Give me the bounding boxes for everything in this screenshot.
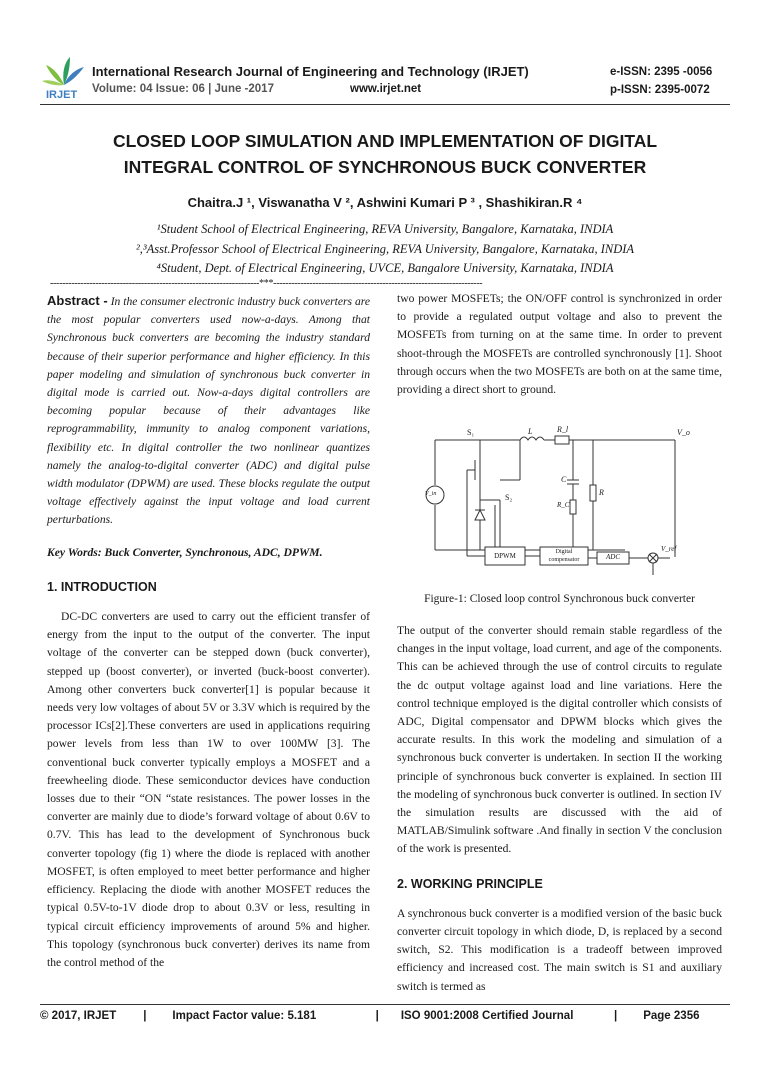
rl-resistor-symbol bbox=[555, 436, 569, 444]
logo-leaves-icon bbox=[42, 57, 84, 85]
label-adc: ADC bbox=[606, 553, 620, 561]
section-2-heading: 2. WORKING PRINCIPLE bbox=[397, 876, 543, 891]
section-1-heading: 1. INTRODUCTION bbox=[47, 579, 157, 594]
label-vo: V_o bbox=[677, 428, 690, 437]
footer-page-number: Page 2356 bbox=[643, 1010, 700, 1022]
keywords-label: Key Words: bbox=[47, 545, 102, 559]
affiliation-1: ¹Student School of Electrical Engineering, REVA University, Bangalore, Karnataka, INDIA bbox=[156, 222, 614, 236]
footer-separator: | bbox=[614, 1010, 618, 1022]
inductor-symbol bbox=[520, 437, 544, 440]
label-c: C bbox=[561, 475, 567, 484]
footer-iso: ISO 9001:2008 Certified Journal bbox=[400, 1010, 574, 1022]
label-s1: S₁ bbox=[467, 428, 475, 437]
page-footer bbox=[40, 1010, 730, 1022]
label-compensator-line1: Digital bbox=[555, 549, 573, 555]
abstract-label: Abstract - bbox=[47, 293, 108, 308]
journal-name: International Research Journal of Engineering and Technology (IRJET) bbox=[92, 64, 529, 79]
section-2-text: A synchronous buck converter is a modified version of the basic buck converter circuit topology in which diode, D, is replaced by a second switch, S2. This modification is a tradeoff between improved efficiency and increased cost. The main switch is S1 and auxiliary switch is termed as bbox=[397, 906, 722, 993]
figure-caption: Figure-1: Closed loop control Synchronous buck converter bbox=[424, 593, 695, 605]
footer-impact-factor: Impact Factor value: 5.181 bbox=[172, 1010, 317, 1022]
title-line-2: INTEGRAL CONTROL OF SYNCHRONOUS BUCK CONVERTER bbox=[123, 157, 647, 177]
affiliation-3: ⁴Student, Dept. of Electrical Engineering, UVCE, Bangalore University, Karnataka, INDIA bbox=[156, 261, 614, 275]
separator-line: ---------------------------------------------------------------------***--------------------------------------------------------------------- bbox=[50, 278, 483, 289]
load-resistor-symbol bbox=[590, 485, 596, 501]
label-vin: V_in bbox=[425, 491, 437, 497]
affiliation-2: ²,³Asst.Professor School of Electrical Engineering, REVA University, Bangalore, Karnataka, INDIA bbox=[135, 242, 635, 256]
footer-separator: | bbox=[375, 1010, 379, 1022]
label-compensator-line2: compensator bbox=[548, 557, 580, 563]
label-compensator bbox=[540, 548, 588, 564]
label-rl: R_l bbox=[557, 425, 569, 434]
right-column-top bbox=[397, 290, 722, 399]
keywords-text: Buck Converter, Synchronous, ADC, DPWM. bbox=[104, 545, 323, 559]
eissn: e-ISSN: 2395 -0056 bbox=[610, 66, 713, 78]
pissn: p-ISSN: 2395-0072 bbox=[610, 84, 710, 96]
label-s2: S₂ bbox=[505, 493, 513, 502]
header-divider bbox=[40, 104, 730, 105]
section-1-text: DC-DC converters are used to carry out the efficient transfer of energy from the input to the output of the converter. The input voltage of the converter can be stepped down (buck converter), stepped up (boost converter), or inverted (buck-boost converter). Among other converters buck converter[1] is popular because it needs very low voltages of about 5V or 3.3V which is required by the processor ICs[2].These converters are used in applications requiring power levels from less than 1W to over 100MW [3]. The conventional buck converter typically employs a MOSFET and a freewheeling diode. These semiconductor devices have conduction losses due to their “ON “state resistances. The power losses in the converter are mainly due to diode’s forward voltage of about 0.6V to 0.7V. This has lead to the development of Synchronous buck converter topology (fig 1) where the diode is replaced with another MOSFET, is often employed to meet better performance and higher efficiency. Replacing the diode with another MOSFET reduces the typical 0.5V-to-1V diode drop to about 0.3V or less, resulting in typical circuit efficiency improvements of around 5% and higher. This topology (synchronous buck converter) derives its name from the control method of the bbox=[47, 610, 370, 969]
volume-issue: Volume: 04 Issue: 06 | June -2017 bbox=[92, 83, 274, 95]
footer-copyright: © 2017, IRJET bbox=[40, 1010, 117, 1022]
abstract-text: In the consumer electronic industry buck converters are the most popular converters used now-a-days. Among that Synchronous buck converters are becoming the industry standard because of their superior performance and higher efficiency. In this paper modeling and simulation of synchronous buck converter in digital mode is carried out. Now-a-days digital controllers are becoming popular because of their advantages like reprogrammability, immunity to analog component variations, flexibility etc. In digital controller the two nonlinear quantizes namely the analog-to-digital converter (ADC) and digital pulse width modulator (DPWM) are used. These blocks regulate the output voltage effectively against the input voltage and load current perturbations. bbox=[47, 295, 370, 527]
footer-divider bbox=[40, 1004, 730, 1005]
label-l: L bbox=[528, 427, 533, 436]
journal-logo bbox=[40, 55, 88, 101]
label-vref: V_ref bbox=[661, 545, 677, 553]
footer-separator: | bbox=[143, 1010, 147, 1022]
keywords bbox=[47, 544, 370, 562]
right-column-paragraph-1: two power MOSFETs; the ON/OFF control is synchronized in order to provide a regulated output voltage and also to prevent the MOSFETs from turning on at the same time. In order to prevent shoot-through the MOSFETs are controlled synchronously [1]. Shoot through occurs when the two MOSFETs are both on at the same time, providing a direct short to ground. bbox=[397, 292, 722, 397]
left-column bbox=[47, 292, 370, 972]
label-dpwm: DPWM bbox=[494, 552, 516, 560]
rc-resistor-symbol bbox=[570, 500, 576, 514]
title-line-1: CLOSED LOOP SIMULATION AND IMPLEMENTATION OF DIGITAL bbox=[112, 131, 658, 151]
abstract bbox=[47, 292, 370, 530]
right-column-paragraph-2: The output of the converter should remain stable regardless of the changes in the input voltage, load current, and age of the components. This can be achieved through the use of control circuits to regulate the dc output voltage against load and line variations. Here the control technique employed is the digital controller which consists of ADC, Digital compensator and DPWM blocks which gives the accurate results. In this work the modeling and simulation of a synchronous buck converter is undertaken. In section II the working principle of synchronous buck converter is explained. In section III the modeling of synchronous buck converter is outlined. In section IV the simulation results are discussed with the aid of MATLAB/Simulink software .And finally in section V the conclusion of the work is presented. bbox=[397, 624, 722, 856]
body-diode-symbol bbox=[475, 510, 485, 520]
journal-website: www.irjet.net bbox=[350, 83, 422, 95]
logo-text: IRJET bbox=[46, 89, 78, 101]
label-r: R bbox=[599, 488, 604, 497]
circuit-figure bbox=[425, 425, 710, 585]
label-rc: R_C bbox=[557, 501, 570, 509]
right-column-bottom bbox=[397, 622, 722, 996]
authors: Chaitra.J ¹, Viswanatha V ², Ashwini Kumari P ³ , Shashikiran.R ⁴ bbox=[187, 195, 583, 210]
paper-title bbox=[40, 128, 730, 180]
